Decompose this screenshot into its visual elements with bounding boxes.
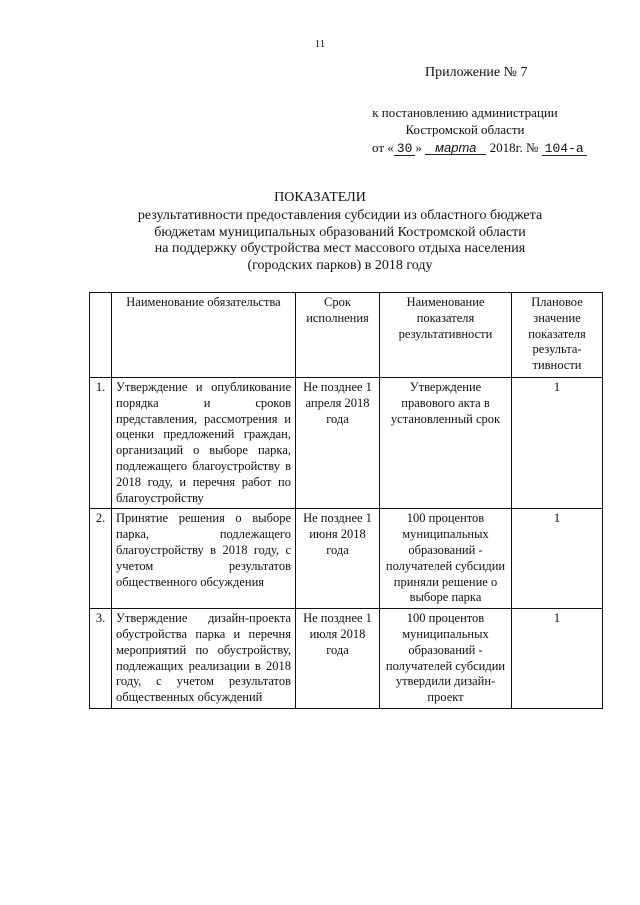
header-indicator: Наименование показателя результативности <box>380 293 512 378</box>
indicator-cell: 100 процентов муниципальных образований - получателей субсидии утвердили дизайн-проект <box>380 609 512 709</box>
header-obligation: Наименование обязательства <box>112 293 296 378</box>
indicator-cell: Утверждение правового акта в установленный срок <box>380 378 512 509</box>
date-year: 2018г. № <box>489 140 539 155</box>
decree-reference <box>330 104 600 138</box>
document-title: ПОКАЗАТЕЛИ <box>274 190 366 205</box>
header-deadline: Срок исполнения <box>296 293 380 378</box>
date-month: марта <box>425 141 486 155</box>
decree-line-1: к постановлению администрации <box>372 105 558 120</box>
deadline-cell: Не позднее 1 июня 2018 года <box>296 509 380 609</box>
obligation-cell: Утверждение дизайн-проекта обустройства парка и перечня мероприятий по обустройству, подлежащих реализации в 2018 году, с учетом результатов общественных обсуждений <box>112 609 296 709</box>
indicators-table <box>89 292 603 709</box>
obligation-cell: Утверждение и опубликование порядка и сроков представления, рассмотрения и оценки предложений граждан, организаций о выборе парка, подлежащего благоустройству в 2018 году, и перечня работ по благоустройству <box>112 378 296 509</box>
planned-value-cell: 1 <box>512 509 603 609</box>
row-number: 1. <box>90 378 112 509</box>
page-number: 11 <box>314 38 326 50</box>
header-planned-value: Плановое значение показателя результа-тивности <box>512 293 603 378</box>
table-row <box>90 378 603 509</box>
document-subtitle <box>110 208 570 274</box>
indicator-cell: 100 процентов муниципальных образований - получателей субсидии приняли решение о выборе парка <box>380 509 512 609</box>
obligation-cell: Принятие решения о выборе парка, подлежащего благоустройству в 2018 году, с учетом результатов общественного обсуждения <box>112 509 296 609</box>
table-row <box>90 609 603 709</box>
subtitle-line: бюджетам муниципальных образований Костромской области <box>154 224 526 240</box>
subtitle-line: (городских парков) в 2018 году <box>247 257 433 273</box>
decree-number: 104-а <box>542 142 587 156</box>
appendix-title: Приложение № 7 <box>425 65 528 80</box>
subtitle-line: результативности предоставления субсидии из областного бюджета <box>137 208 543 223</box>
decree-line-2: Костромской области <box>405 122 525 137</box>
date-mid: » <box>415 140 422 155</box>
header-num <box>90 293 112 378</box>
deadline-cell: Не позднее 1 апреля 2018 года <box>296 378 380 509</box>
planned-value-cell: 1 <box>512 609 603 709</box>
date-day: 30 <box>394 142 416 156</box>
decree-date <box>372 139 632 156</box>
table-header-row <box>90 293 603 378</box>
table-row <box>90 509 603 609</box>
planned-value-cell: 1 <box>512 378 603 509</box>
deadline-cell: Не позднее 1 июля 2018 года <box>296 609 380 709</box>
row-number: 2. <box>90 509 112 609</box>
date-prefix: от « <box>372 140 394 155</box>
subtitle-line: на поддержку обустройства мест массового отдыха населения <box>154 241 526 256</box>
row-number: 3. <box>90 609 112 709</box>
